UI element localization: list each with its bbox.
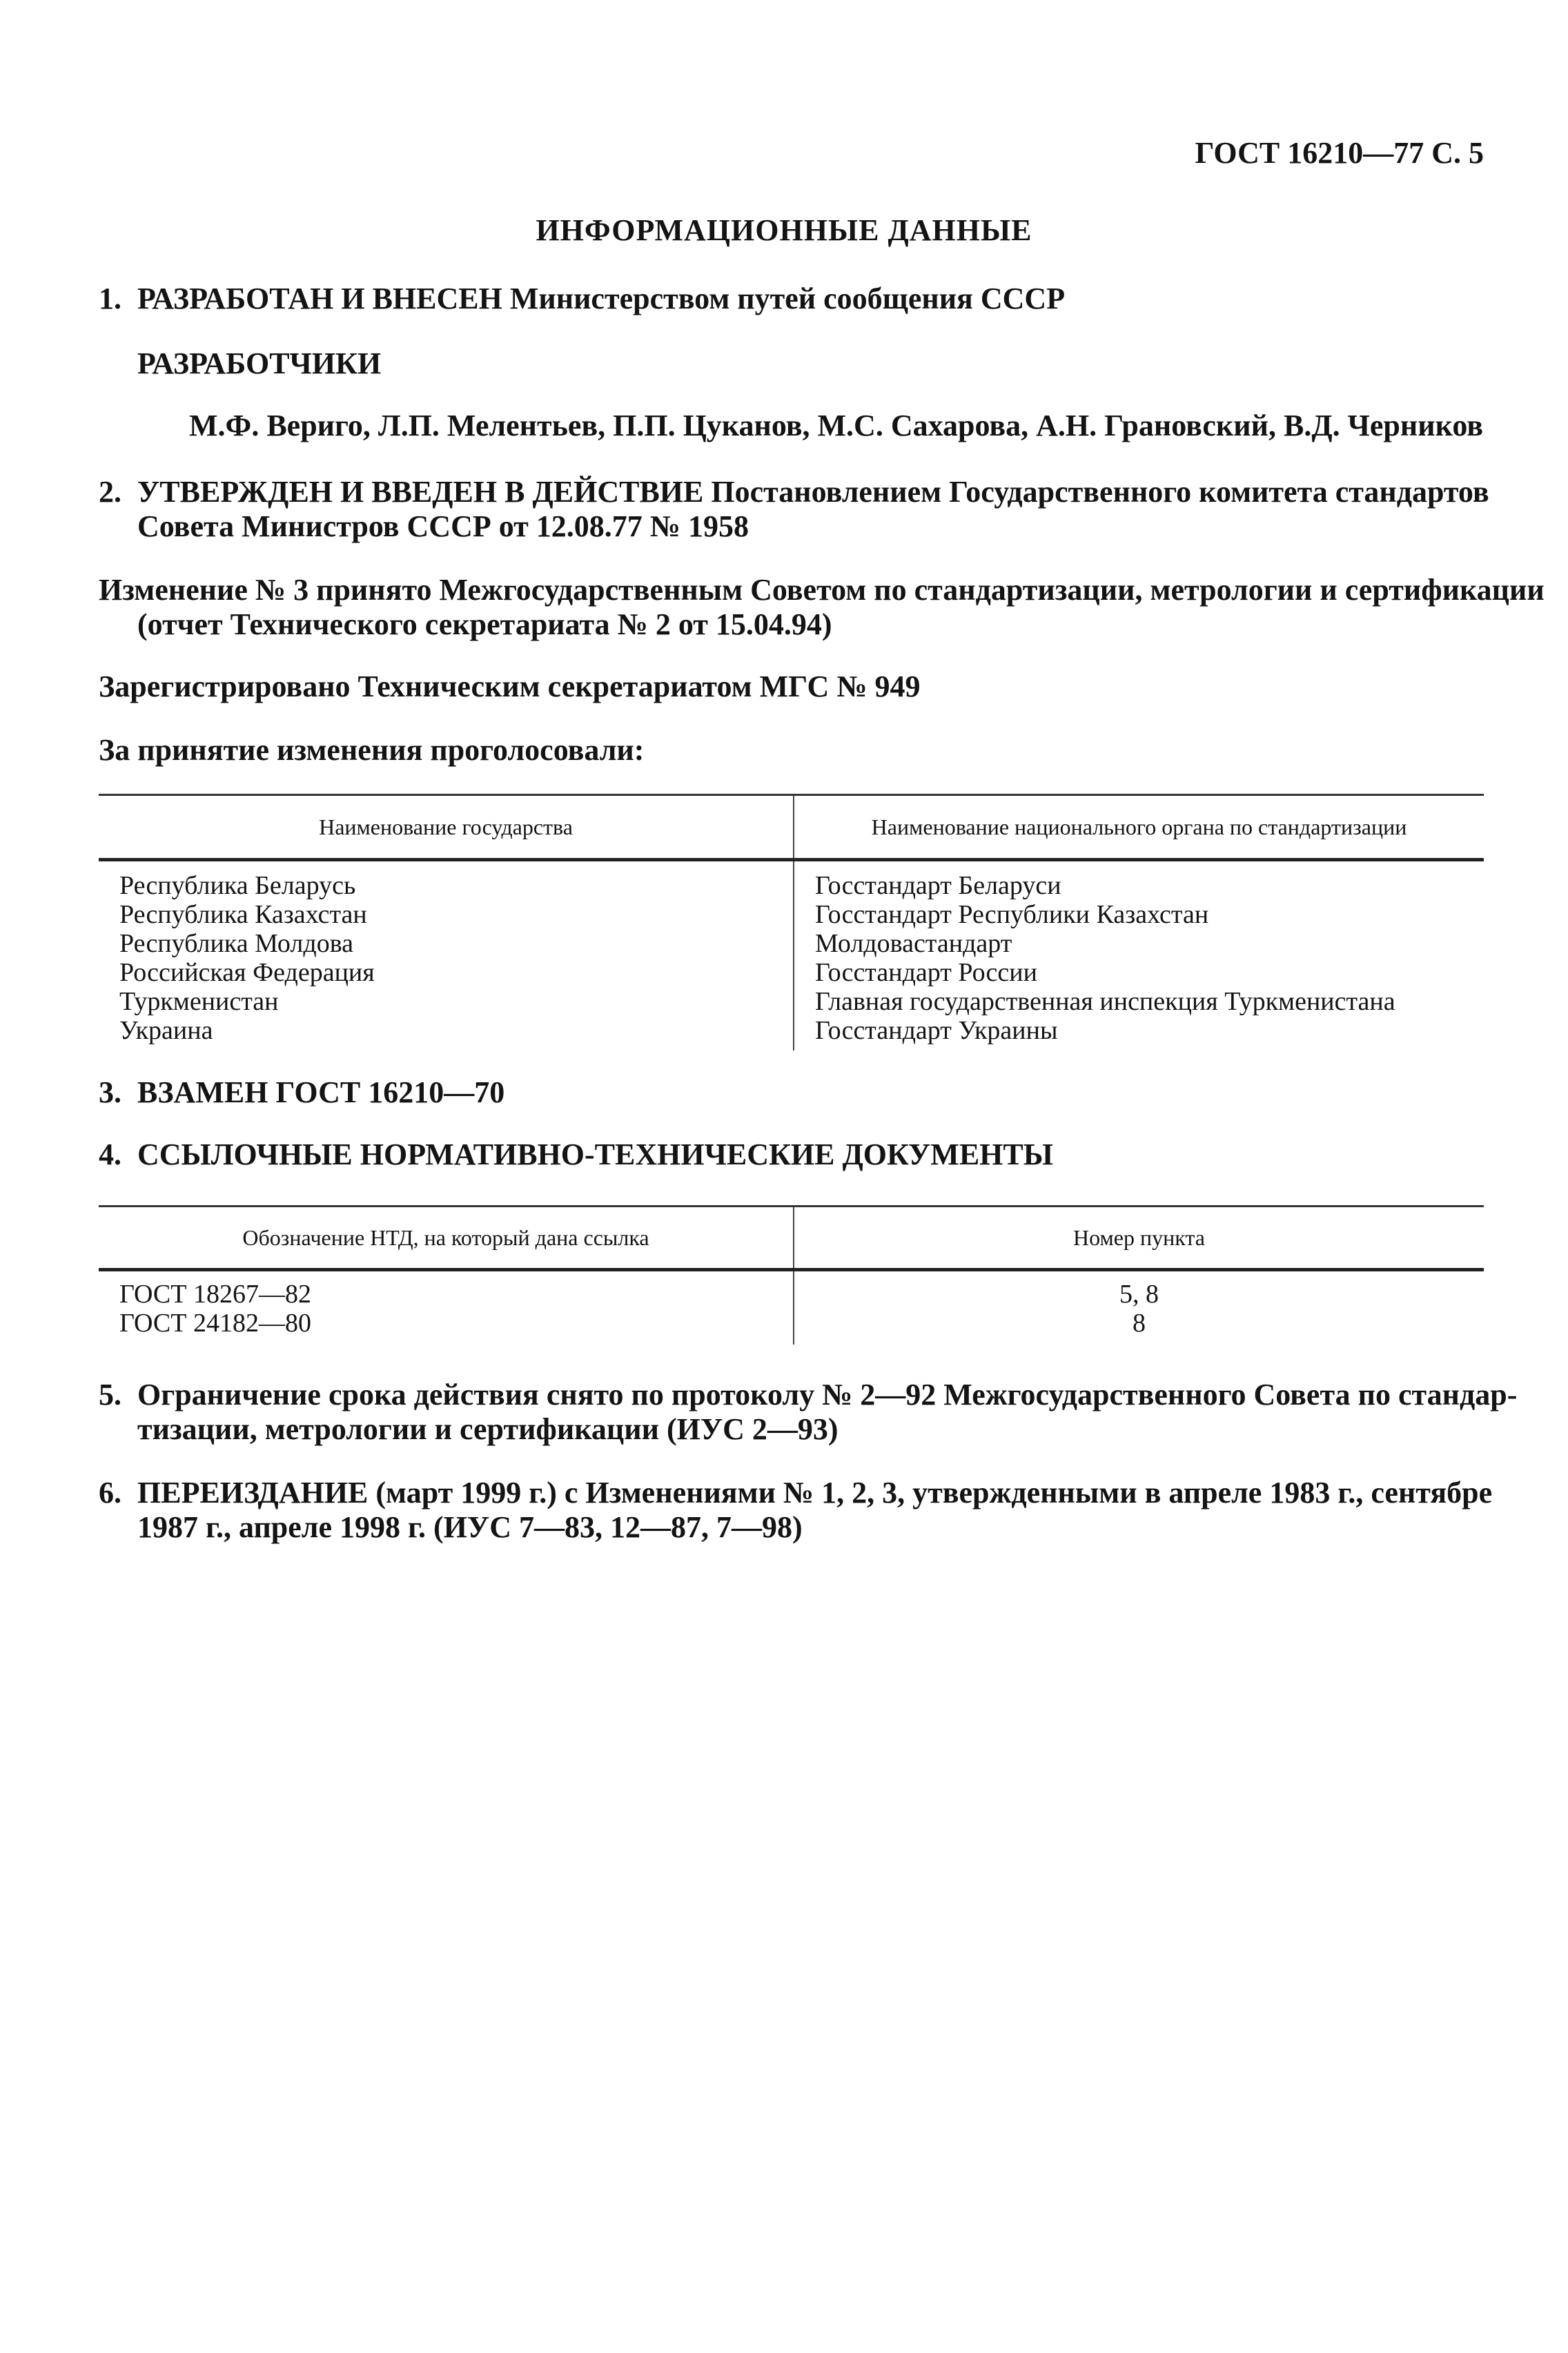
item-5-number: 5. (99, 1378, 121, 1412)
state-cell: Республика Беларусь (99, 860, 794, 901)
item-1-heading: РАЗРАБОТАН И ВНЕСЕН (137, 282, 502, 315)
body-cell: Молдовастандарт (815, 929, 1012, 958)
item-2-text: Постановлением Государственного комитета стандартов (703, 475, 1489, 509)
table-row (99, 900, 1484, 929)
item-2 (99, 475, 1489, 509)
item-5 (99, 1378, 1517, 1412)
item-3 (99, 1075, 504, 1110)
developers-label: РАЗРАБОТЧИКИ (137, 346, 382, 380)
registration-note: Зарегистрировано Техническим секретариатом МГС № 949 (99, 670, 921, 703)
table-row (99, 987, 1484, 1016)
developers-list: М.Ф. Вериго, Л.П. Мелентьев, П.П. Цуканов, М.С. Сахарова, А.Н. Грановский, В.Д. Черников (189, 409, 1484, 442)
item-6-line2: 1987 г., апреле 1998 г. (ИУС 7—83, 12—87, 7—98) (137, 1510, 803, 1544)
item-6-number: 6. (99, 1476, 121, 1510)
state-cell: Украина (99, 1016, 794, 1051)
document-title: ИНФОРМАЦИОННЫЕ ДАННЫЕ (536, 213, 1032, 247)
body-cell: Госстандарт Украины (815, 1016, 1058, 1045)
item-1 (99, 282, 1065, 316)
amendment-line1: Изменение № 3 принято Межгосударственным Советом по стандартизации, метрологии и сертификации (99, 573, 1545, 607)
page-header: ГОСТ 16210—77 С. 5 (1195, 136, 1484, 170)
table-row (99, 860, 1484, 901)
item-3-number: 3. (99, 1075, 121, 1109)
reference-table (99, 1205, 1484, 1345)
state-cell: Российская Федерация (99, 958, 794, 987)
item-4 (99, 1138, 1053, 1172)
table-row (99, 958, 1484, 987)
item-4-text: ССЫЛОЧНЫЕ НОРМАТИВНО-ТЕХНИЧЕСКИЕ ДОКУМЕНТЫ (137, 1138, 1053, 1171)
item-1-text: Министерством путей сообщения СССР (502, 282, 1066, 315)
item-6-line1: (март 1999 г.) с Изменениями № 1, 2, 3, утвержденными в апреле 1983 г., сентябре (368, 1476, 1493, 1510)
item-3-text: ВЗАМЕН ГОСТ 16210—70 (137, 1075, 505, 1109)
table-row (99, 1016, 1484, 1051)
item-5-line2: тизации, метрологии и сертификации (ИУС 2—93) (137, 1412, 839, 1446)
voting-table (99, 794, 1484, 1051)
item-2-number: 2. (99, 475, 121, 509)
reference-header-clause: Номер пункта (794, 1207, 1484, 1270)
item-4-number: 4. (99, 1138, 121, 1171)
item-6-heading: ПЕРЕИЗДАНИЕ (137, 1476, 369, 1510)
item-2-line2: Совета Министров СССР от 12.08.77 № 1958 (137, 509, 749, 543)
body-cell: Госстандарт Республики Казахстан (815, 900, 1209, 929)
item-6 (99, 1476, 1492, 1510)
table-row (99, 1270, 1484, 1309)
item-1-number: 1. (99, 282, 121, 315)
reference-header-doc: Обозначение НТД, на который дана ссылка (99, 1207, 794, 1270)
state-cell: Туркменистан (99, 987, 794, 1016)
state-cell: Республика Молдова (99, 929, 794, 958)
state-cell: Республика Казахстан (99, 900, 794, 929)
voted-label: За принятие изменения проголосовали: (99, 733, 645, 767)
voting-header-body: Наименование национального органа по стандартизации (794, 795, 1484, 860)
body-cell: Госстандарт Беларуси (815, 871, 1061, 900)
doc-cell: ГОСТ 18267—82 (99, 1270, 794, 1309)
clause-cell: 8 (1133, 1309, 1146, 1338)
table-row (99, 929, 1484, 958)
item-5-line1: Ограничение срока действия снято по протоколу № 2—92 Межгосударственного Совета по стандар- (137, 1378, 1518, 1412)
voting-header-state: Наименование государства (99, 795, 794, 860)
voting-table-header-row (99, 795, 1484, 860)
body-cell: Главная государственная инспекция Туркменистана (815, 987, 1395, 1016)
body-cell: Госстандарт России (815, 958, 1037, 987)
reference-table-header-row (99, 1207, 1484, 1270)
doc-cell: ГОСТ 24182—80 (99, 1309, 794, 1345)
table-row (99, 1309, 1484, 1345)
clause-cell: 5, 8 (1119, 1280, 1159, 1309)
item-2-heading: УТВЕРЖДЕН И ВВЕДЕН В ДЕЙСТВИЕ (137, 475, 704, 509)
amendment-line2: (отчет Технического секретариата № 2 от 15.04.94) (137, 607, 832, 641)
